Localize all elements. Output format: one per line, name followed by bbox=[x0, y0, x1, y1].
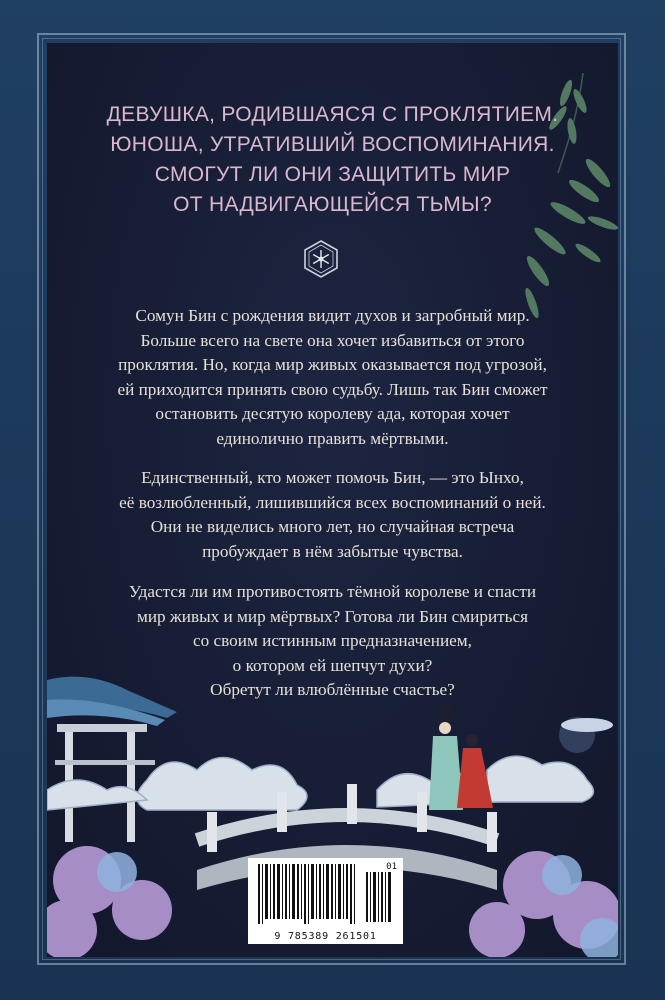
paragraph-line: пробуждает в нём забытые чувства. bbox=[202, 541, 463, 561]
tagline-line: ЮНОША, УТРАТИВШИЙ ВОСПОМИНАНИЯ. bbox=[110, 133, 555, 156]
tagline bbox=[47, 100, 618, 220]
paragraph-line: о котором ей шепчут духи? bbox=[232, 655, 433, 675]
paragraph-line: её возлюбленный, лишившийся всех воспоминаний о ней. bbox=[119, 492, 546, 512]
paragraph-line: со своим истинным предназначением, bbox=[193, 631, 472, 651]
paragraph-line: Обретут ли влюблённые счастье? bbox=[210, 680, 455, 700]
isbn-barcode bbox=[248, 858, 403, 944]
paragraph-line: Удастся ли им противостоять тёмной королеве и спасти bbox=[128, 582, 537, 601]
description-paragraph-1 bbox=[47, 304, 618, 452]
paragraph-line: Сомун Бин с рождения видит духов и загробный мир. bbox=[135, 306, 530, 325]
description-paragraph-2 bbox=[47, 466, 618, 564]
barcode-addon: 01 bbox=[386, 862, 397, 872]
snowflake-hexagon-icon bbox=[301, 239, 341, 279]
tagline-line: СМОГУТ ЛИ ОНИ ЗАЩИТИТЬ МИР bbox=[154, 163, 511, 186]
tagline-line: ОТ НАДВИГАЮЩЕЙСЯ ТЬМЫ? bbox=[173, 193, 492, 216]
paragraph-line: проклятия. Но, когда мир живых оказывается под угрозой, bbox=[118, 355, 547, 375]
isbn-number: 9 785389 261501 bbox=[274, 931, 377, 942]
paragraph-line: Они не виделись много лет, но случайная встреча bbox=[150, 517, 515, 537]
paragraph-line: Больше всего на свете она хочет избавиться от этого bbox=[140, 330, 525, 350]
paragraph-line: Единственный, кто может помочь Бин, — это Ынхо, bbox=[141, 468, 524, 487]
tagline-line: ДЕВУШКА, РОДИВШАЯСЯ С ПРОКЛЯТИЕМ. bbox=[106, 103, 559, 126]
paragraph-line: остановить десятую королеву ада, которая хочет bbox=[155, 404, 510, 424]
paragraph-line: ей приходится принять свою судьбу. Лишь так Бин сможет bbox=[117, 379, 548, 399]
paragraph-line: единолично править мёртвыми. bbox=[216, 428, 449, 448]
barcode-bars bbox=[248, 858, 403, 928]
paragraph-line: мир живых и мир мёртвых? Готова ли Бин смириться bbox=[136, 606, 529, 626]
